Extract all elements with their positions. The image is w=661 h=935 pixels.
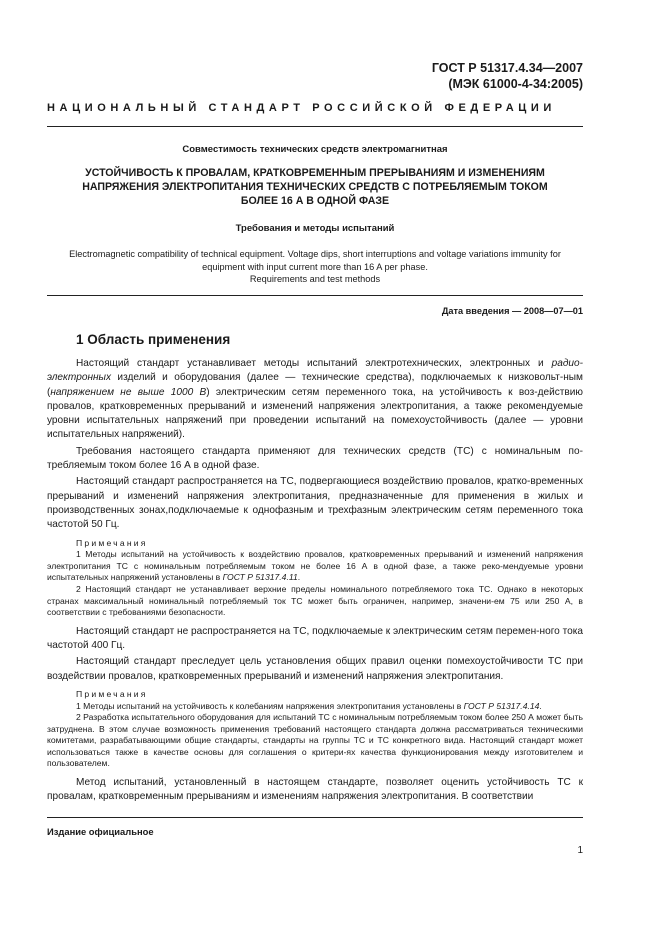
paragraph-5: Настоящий стандарт преследует цель установления общих правил оценки помехоустойчивости ТС при воздействии провалов, кратковременных прерываний и изменений напряжения электропитания. [47, 656, 583, 682]
paragraph-6: Метод испытаний, установленный в настоящем стандарте, позволяет оценить устойчивость ТС к провалам, кратковременным прерываниям и изменениям напряжения электропитания. В соответствии [47, 777, 583, 803]
english-title-line-1: Electromagnetic compatibility of technical equipment. Voltage dips, short interruptions and voltage variations immunity for [69, 249, 561, 259]
title-line-2: НАПРЯЖЕНИЯ ЭЛЕКТРОПИТАНИЯ ТЕХНИЧЕСКИХ СРЕДСТВ С ПОТРЕБЛЯЕМЫМ ТОКОМ [82, 181, 548, 193]
paragraph-3: Настоящий стандарт распространяется на ТС, подвергающиеся воздействию провалов, кратко-временных прерываний и изменений напряжения электропитания, предназначенные для применения в жилых и производственных зонах,подключаемые к однофазным и трехфазным электрическим сетям переменного тока частотой 50 Гц. [47, 476, 583, 531]
gost-number: ГОСТ Р 51317.4.34—2007 [431, 61, 583, 75]
requirements-title: Требования и методы испытаний [235, 223, 395, 234]
note-2: 2 Настоящий стандарт не устанавливает верхние пределы номинального потребляемого тока ТС. Однако в некоторых странах максимальный номинальный потребляемый ток ТС может быть ограничен, например, значени-ем 75 или 250 А, в соответствии с требованиями безопасности. [47, 583, 583, 618]
page-number: 1 [577, 845, 583, 856]
standard-designation [432, 60, 583, 92]
document-subtitle: Совместимость технических средств электромагнитная [182, 144, 448, 155]
english-title-line-2: equipment with input current more than 16 A per phase. [202, 261, 428, 272]
note-2: 2 Разработка испытательного оборудования для испытаний ТС с номинальным потребляемым током более 250 А может быть затруднена. В этом случае возможность применения требований настоящего стандарта должна рассматриваться техническими комитетами, разрабатывающими общие стандарты, стандарты на группы ТС и ТС конкретного вида. Настоящий стандарт может использоваться также в качестве основы для соглашения о критери-ях качества функционирования между изготовителем и пользователем. [47, 712, 583, 769]
note-1: 1 Методы испытаний на устойчивость к колебаниям напряжения электропитания установлены в ГОСТ Р 51317.4.14. [76, 700, 542, 711]
title-line-3: БОЛЕЕ 16 А В ОДНОЙ ФАЗЕ [240, 195, 390, 207]
section-body [47, 357, 583, 807]
paragraph-2: Требования настоящего стандарта применяют для технических средств (ТС) с номинальным по-требляемым током более 16 А в одной фазе. [47, 445, 583, 472]
national-standard-banner: НАЦИОНАЛЬНЫЙ СТАНДАРТ РОССИЙСКОЙ ФЕДЕРАЦИИ [47, 102, 556, 114]
title-divider [47, 295, 583, 296]
english-title-line-3: Requirements and test methods [249, 274, 381, 284]
paragraph-1: Настоящий стандарт устанавливает методы испытаний электротехнических, электронных и радио-электронных изделий и оборудования (далее — технические средства), подключаемых к низковольт-ным (напряжением не выше 1000 В) электрическим сетям переменного тока, на устойчивость к воз-действию провалов, кратковременных прерываний и изменений напряжения электропитания, а также рекомендуемые уровни испытательных напряжений при проведении испытаний на помехоустойчивость (далее — уровни испытательных напряжений). [47, 358, 583, 441]
title-line-1: УСТОЙЧИВОСТЬ К ПРОВАЛАМ, КРАТКОВРЕМЕННЫМ ПРЕРЫВАНИЯМ И ИЗМЕНЕНИЯМ [85, 167, 545, 179]
introduction-date: Дата введения — 2008—07—01 [441, 306, 583, 316]
notes-block-1 [47, 538, 583, 619]
notes-heading: Примечания [76, 537, 148, 548]
paragraph-4: Настоящий стандарт не распространяется на ТС, подключаемые к электрическим сетям перемен-ного тока частотой 400 Гц. [47, 625, 583, 652]
note-1: 1 Методы испытаний на устойчивость к воздействию провалов, кратковременных прерываний и изменений напряжения электропитания ТС с номинальным потребляемым током не более 16 А в одной фазе, а также реко-мендуемые уровни испытательных напряжений установлены в ГОСТ Р 51317.4.11. [47, 549, 583, 583]
notes-block-2 [47, 689, 583, 770]
header-divider [47, 126, 583, 127]
iec-number: (МЭК 61000-4-34:2005) [448, 77, 583, 91]
section-heading: 1 Область применения [76, 332, 231, 347]
english-title [47, 248, 583, 286]
document-title [47, 166, 583, 208]
footer-divider [47, 817, 583, 818]
notes-heading: Примечания [76, 688, 148, 699]
edition-label: Издание официальное [47, 826, 154, 837]
